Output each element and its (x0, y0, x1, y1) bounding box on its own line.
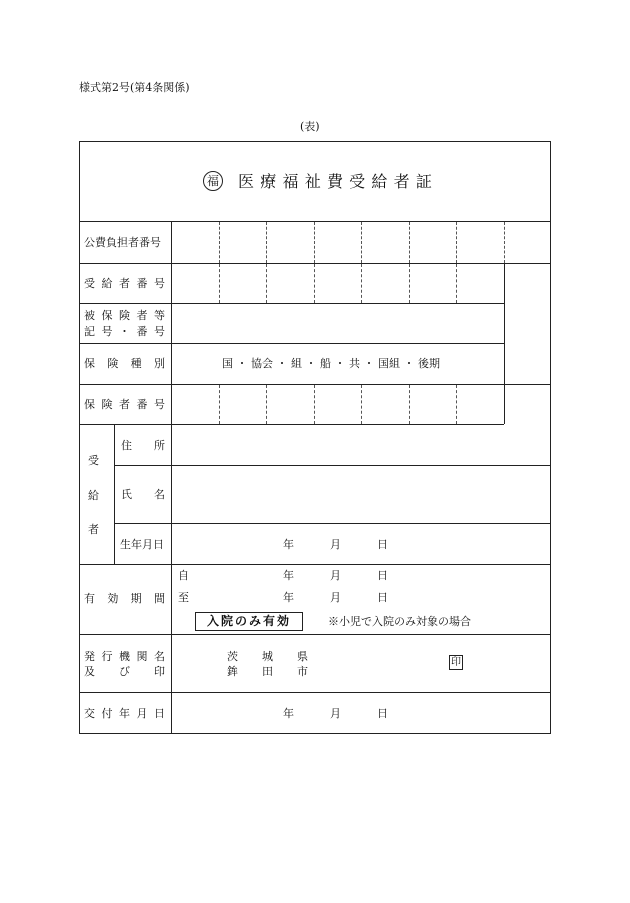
address-label: 住 所 (121, 439, 165, 452)
welfare-emblem-icon: 福 (203, 171, 223, 191)
public-payer-number-label: 公費負担者番号 (84, 236, 161, 249)
row-divider (114, 465, 551, 466)
issuer-label-line2: 及 び 印 (84, 665, 165, 678)
row-divider (79, 303, 504, 304)
insured-symbol-label-line2: 記 号 ・ 番 号 (84, 325, 165, 338)
row-divider (79, 424, 504, 425)
issuer-city: 鉾 田 市 (227, 665, 308, 678)
digit-separator (266, 222, 267, 263)
birth-date-label: 生年月日 (120, 538, 164, 551)
row-divider (79, 343, 504, 344)
certificate-title: 医 療 福 祉 費 受 給 者 証 (238, 172, 432, 191)
row-divider (79, 384, 551, 385)
form-number: 様式第2号(第4条関係) (79, 81, 190, 94)
digit-separator (409, 264, 410, 303)
recipient-number-label: 受 給 者 番 号 (84, 277, 165, 290)
digit-separator (219, 222, 220, 263)
row-divider (79, 221, 551, 222)
table-frame (79, 141, 551, 734)
digit-separator (314, 264, 315, 303)
validity-from-label: 自 (178, 569, 189, 582)
insurance-type-options: 国 ・ 協会 ・ 組 ・ 船 ・ 共 ・ 国組 ・ 後期 (222, 357, 440, 370)
name-label: 氏 名 (121, 488, 165, 501)
form-side-label: (表) (300, 120, 320, 133)
validity-from-month-unit: 月 (330, 569, 341, 582)
birth-day-unit: 日 (377, 538, 388, 551)
row-divider (114, 523, 551, 524)
row-divider (79, 692, 551, 693)
recipient-group-divider (114, 424, 115, 564)
validity-from-year-unit: 年 (283, 569, 294, 582)
validity-to-day-unit: 日 (377, 591, 388, 604)
issue-day-unit: 日 (377, 707, 388, 720)
digit-separator (361, 222, 362, 263)
digit-separator (314, 222, 315, 263)
insurance-type-label: 保 険 種 別 (84, 357, 165, 370)
validity-period-label: 有 効 期 間 (84, 592, 165, 605)
seal-box: 印 (451, 657, 461, 668)
birth-year-unit: 年 (283, 538, 294, 551)
issue-month-unit: 月 (330, 707, 341, 720)
label-column-divider (171, 221, 172, 734)
digit-separator (266, 385, 267, 424)
digit-separator (314, 385, 315, 424)
digit-separator (361, 385, 362, 424)
right-box-divider (504, 263, 505, 384)
inpatient-only-badge: 入院のみ有効 (195, 612, 303, 631)
digit-separator (266, 264, 267, 303)
recipient-group-char: 受 (88, 454, 99, 467)
digit-separator (456, 385, 457, 424)
digit-separator (409, 385, 410, 424)
recipient-group-char: 給 (88, 489, 99, 502)
inpatient-only-note: ※小児で入院のみ対象の場合 (328, 615, 471, 628)
issuer-prefecture: 茨 城 県 (227, 650, 308, 663)
digit-separator (219, 264, 220, 303)
digit-separator (456, 264, 457, 303)
validity-to-year-unit: 年 (283, 591, 294, 604)
digit-separator (456, 222, 457, 263)
issuer-label-line1: 発 行 機 関 名 (84, 650, 165, 663)
issue-date-label: 交 付 年 月 日 (84, 707, 165, 720)
validity-from-day-unit: 日 (377, 569, 388, 582)
birth-month-unit: 月 (330, 538, 341, 551)
digit-separator (219, 385, 220, 424)
row-divider (79, 634, 551, 635)
digit-separator (409, 222, 410, 263)
validity-to-month-unit: 月 (330, 591, 341, 604)
recipient-group-char: 者 (88, 523, 99, 536)
row-divider (79, 564, 551, 565)
validity-to-label: 至 (178, 591, 189, 604)
row-divider (79, 263, 551, 264)
issue-year-unit: 年 (283, 707, 294, 720)
right-box-divider (504, 384, 505, 424)
insurer-number-label: 保 険 者 番 号 (84, 398, 165, 411)
digit-separator (361, 264, 362, 303)
insured-symbol-label-line1: 被 保 険 者 等 (84, 309, 165, 322)
digit-separator (504, 222, 505, 263)
